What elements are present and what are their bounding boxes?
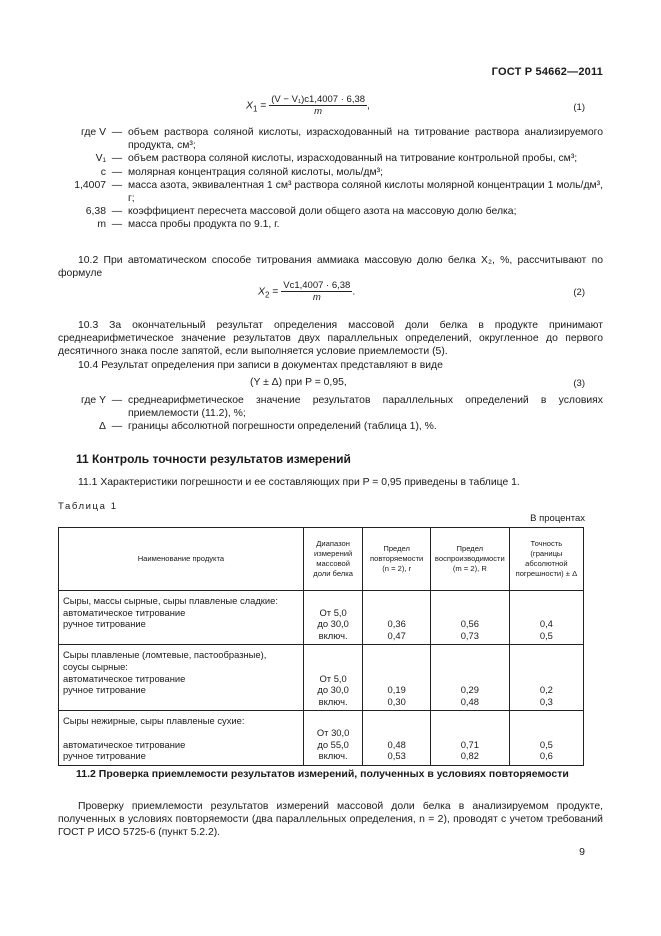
cell-line <box>514 661 579 673</box>
cell-line: Сыры плавленые (ломтевые, пастообразные), <box>63 649 267 661</box>
cell-line <box>308 649 359 661</box>
paragraph-10-4: 10.4 Результат определения при записи в документах представляют в виде <box>78 360 443 371</box>
equation-number-2: (2) <box>573 287 585 298</box>
cell-line <box>367 715 425 727</box>
definition-row <box>58 420 603 433</box>
definition-text: молярная концентрация соляной кислоты, моль/дм³; <box>128 166 383 178</box>
cell-line: до 30,0 <box>317 618 349 630</box>
definition-symbol: где Y <box>81 395 106 406</box>
table-row <box>59 645 584 711</box>
table-cell-d <box>509 711 583 765</box>
definition-symbol: c <box>100 166 106 178</box>
cell-line: ручное титрование <box>63 618 146 630</box>
definition-row <box>58 179 603 205</box>
definition-text: объем раствора соляной кислоты, израсходованный на титрование раствора анализируемого продукта, см³; <box>128 127 603 152</box>
definition-dash: — <box>111 219 123 231</box>
formula-1-numerator: (V − V₁)c1,4007 · 6,38 <box>271 94 366 105</box>
definition-dash: — <box>111 179 123 191</box>
definition-symbol: где V <box>81 127 106 138</box>
cell-line: От 30,0 <box>316 726 350 738</box>
definition-dash: — <box>111 127 123 138</box>
cell-line <box>514 727 579 739</box>
accuracy-table <box>58 527 584 766</box>
table-cell-r <box>363 591 430 645</box>
cell-line: включ. <box>318 695 348 707</box>
cell-line <box>514 649 579 661</box>
table-caption: Таблица 1 <box>58 501 118 512</box>
col-repeatability: Предел повторяемости (n = 2), r <box>363 528 430 591</box>
definition-symbol: V₁ <box>95 153 106 165</box>
definition-text: среднеарифметическое значение результатов параллельных определений в условиях приемлемости (11.2), %; <box>128 395 603 420</box>
cell-line <box>308 595 359 607</box>
table-header-row <box>59 528 584 591</box>
section-11-2-heading: 11.2 Проверка приемлемости результатов измерений, полученных в условиях повторяемости <box>76 768 569 780</box>
document-header: ГОСТ Р 54662—2011 <box>491 66 603 78</box>
cell-line: 0,19 <box>387 684 406 696</box>
cell-line <box>367 727 425 739</box>
paragraph-10-2: 10.2 При автоматическом способе титрования аммиака массовую долю белка X₂, %, рассчитывают по формуле <box>58 255 603 280</box>
cell-line: автоматическое титрование <box>63 672 186 684</box>
cell-line: до 30,0 <box>317 684 349 696</box>
definition-dash: — <box>111 206 123 218</box>
definition-text: границы абсолютной погрешности определений (таблица 1), %. <box>128 421 437 433</box>
cell-line: до 55,0 <box>317 738 349 750</box>
equation-number-1: (1) <box>573 102 585 113</box>
cell-line <box>367 673 425 685</box>
cell-line <box>367 649 425 661</box>
cell-line: ручное титрование <box>63 750 146 762</box>
table-units: В процентах <box>530 513 585 524</box>
definition-text: масса пробы продукта по 9.1, г. <box>128 219 280 231</box>
cell-line <box>367 607 425 619</box>
cell-line: Сыры, массы сырные, сыры плавленые сладкие: <box>63 595 278 606</box>
paragraph-10-3: 10.3 За окончательный результат определения массовой доли белка в продукте принимают среднеарифметическое значение результатов двух параллельных определений, округленное до первого десятичного знака после запятой, если выполняется условие приемлемости (5). <box>58 320 603 358</box>
definition-dash: — <box>111 421 123 433</box>
cell-line: ручное титрование <box>63 684 146 696</box>
cell-line: От 5,0 <box>319 606 347 618</box>
definition-symbol: 6,38 <box>85 206 106 218</box>
cell-line: 0,48 <box>387 738 406 750</box>
table-row <box>59 711 584 765</box>
cell-line <box>435 607 505 619</box>
cell-line <box>514 715 579 727</box>
table-cell-range <box>303 591 363 645</box>
cell-line: 0,4 <box>539 618 553 630</box>
cell-line <box>367 661 425 673</box>
table-cell-r <box>363 645 430 711</box>
table-cell-name <box>59 591 304 645</box>
definition-row <box>58 394 603 420</box>
col-product: Наименование продукта <box>59 528 304 591</box>
cell-line <box>514 607 579 619</box>
cell-line: соусы сырные: <box>63 660 128 672</box>
cell-line <box>435 595 505 607</box>
definition-dash: — <box>111 395 123 406</box>
table-row <box>59 591 584 645</box>
cell-line <box>367 595 425 607</box>
col-accuracy: Точность (границы абсолютной погрешности) ± Δ <box>509 528 583 591</box>
formula-3-definitions <box>58 394 603 434</box>
cell-line: 0,6 <box>539 750 553 762</box>
cell-line: 0,73 <box>460 629 479 641</box>
definition-symbol: Δ <box>99 421 106 433</box>
table-cell-range <box>303 645 363 711</box>
paragraph-11-1: 11.1 Характеристики погрешности и ее составляющих при P = 0,95 приведены в таблице 1. <box>78 477 520 488</box>
cell-line: 0,5 <box>539 738 553 750</box>
col-reproducibility: Предел воспроизводимости (m = 2), R <box>430 528 509 591</box>
formula-1-definitions <box>58 126 603 232</box>
formula-1: $X_1$ = $\frac{\text{(V − V₁)c1,4007 · 6,38}}{m}$ , <box>246 94 370 117</box>
cell-line: От 5,0 <box>319 672 347 684</box>
definition-row <box>58 205 603 218</box>
cell-line <box>435 661 505 673</box>
cell-line <box>514 673 579 685</box>
table-cell-d <box>509 591 583 645</box>
definition-row <box>58 218 603 231</box>
formula-3: (Y ± Δ) при P = 0,95, <box>250 377 347 388</box>
definition-row <box>58 166 603 179</box>
cell-line <box>514 595 579 607</box>
cell-line: 0,48 <box>460 695 479 707</box>
cell-line: 0,30 <box>387 695 406 707</box>
cell-line: Сыры нежирные, сыры плавленые сухие: <box>63 715 245 727</box>
formula-2: $X_2$ = $\frac{Vc1,4007 \cdot 6,38}{m}$ . <box>258 280 356 303</box>
section-11-heading: 11 Контроль точности результатов измерений <box>76 452 351 466</box>
col-range: Диапазон измерений массовой доли белка <box>303 528 363 591</box>
definition-symbol: 1,4007 <box>74 179 106 191</box>
table-cell-name <box>59 645 304 711</box>
definition-dash: — <box>111 166 123 178</box>
cell-line <box>435 727 505 739</box>
table-cell-range <box>303 711 363 765</box>
paragraph-11-2: Проверку приемлемости результатов измерений массовой доли белка в анализируемом продукте, полученных в условиях повторяемости (два параллельных определения, n = 2), проводят с учетом требований ГОСТ Р ИСО 5725-6 (пункт 5.2.2). <box>58 801 603 839</box>
cell-line: автоматическое титрование <box>63 738 186 750</box>
cell-line <box>63 727 299 739</box>
definition-text: масса азота, эквивалентная 1 см³ раствора соляной кислоты молярной концентрации 1 моль/дм³, г; <box>128 179 603 205</box>
cell-line: 0,2 <box>539 684 553 696</box>
equation-number-3: (3) <box>573 378 585 389</box>
page-number: 9 <box>579 846 585 858</box>
cell-line <box>435 649 505 661</box>
cell-line: 0,3 <box>539 695 553 707</box>
cell-line <box>308 661 359 673</box>
cell-line <box>435 673 505 685</box>
cell-line <box>435 715 505 727</box>
cell-line: 0,53 <box>387 750 406 762</box>
cell-line: 0,71 <box>460 738 479 750</box>
formula-2-numerator: Vc1,4007 · 6,38 <box>283 280 351 291</box>
table-cell-R <box>430 711 509 765</box>
cell-line <box>308 715 359 727</box>
table-cell-r <box>363 711 430 765</box>
cell-line: 0,29 <box>460 684 479 696</box>
cell-line: 0,56 <box>460 618 479 630</box>
cell-line: включ. <box>318 750 348 762</box>
cell-line: включ. <box>318 629 348 641</box>
definition-row <box>58 152 603 165</box>
cell-line: 0,47 <box>387 629 406 641</box>
definition-text: коэффициент пересчета массовой доли общего азота на массовую долю белка; <box>128 206 517 218</box>
cell-line: автоматическое титрование <box>63 606 186 618</box>
cell-line: 0,36 <box>387 618 406 630</box>
definition-dash: — <box>111 153 123 165</box>
table-cell-R <box>430 645 509 711</box>
definition-text: объем раствора соляной кислоты, израсходованный на титрование контрольной пробы, см³; <box>128 153 578 165</box>
definition-row <box>58 126 603 152</box>
table-cell-d <box>509 645 583 711</box>
table-cell-R <box>430 591 509 645</box>
cell-line: 0,5 <box>539 629 553 641</box>
table-cell-name <box>59 711 304 765</box>
cell-line: 0,82 <box>460 750 479 762</box>
definition-symbol: m <box>97 219 106 231</box>
